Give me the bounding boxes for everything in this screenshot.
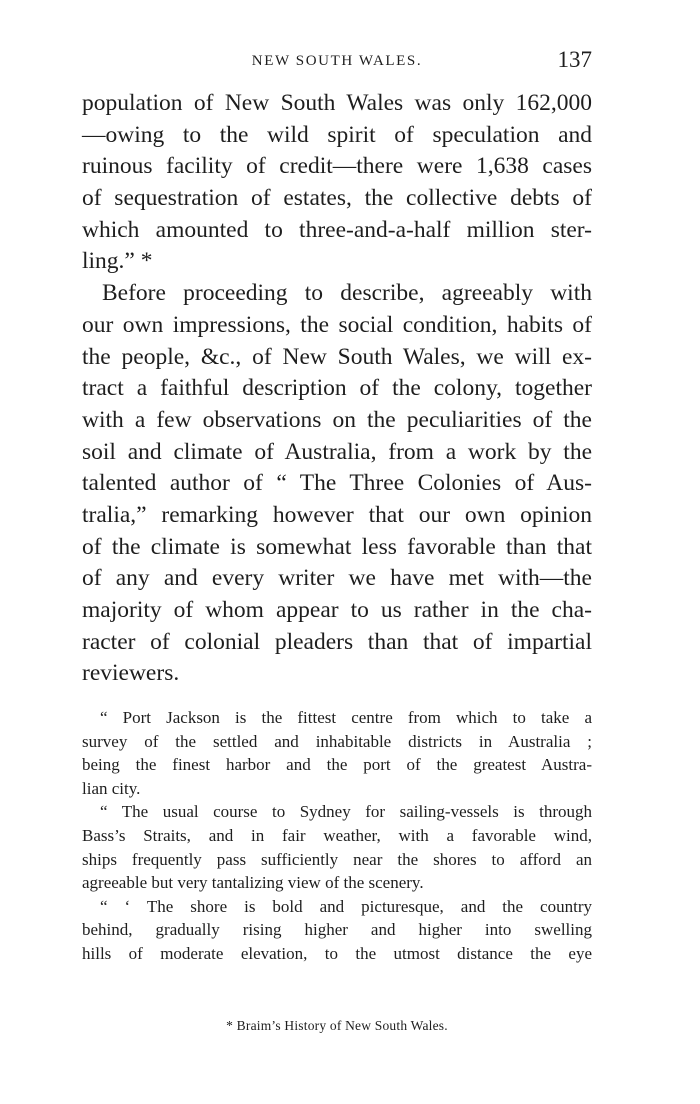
quote-line: agreeable but very tantalizing view of the scenery. (82, 873, 424, 893)
text-line: tralia,” remarking however that our own opinion (82, 501, 592, 528)
running-head (82, 47, 592, 77)
text-line: reviewers. (82, 660, 180, 687)
footnote: * Braim’s History of New South Wales. (226, 1018, 448, 1033)
quote-line: Bass’s Straits, and in fair weather, with a favorable wind, (82, 825, 592, 845)
text-line: of sequestration of estates, the collective debts of (82, 185, 592, 212)
text-line: Before proceeding to describe, agreeably with (102, 280, 592, 307)
quote-line: survey of the settled and inhabitable districts in Australia ; (82, 731, 592, 751)
text-line: tract a faithful description of the colony, together (82, 375, 592, 402)
quote-line: “ Port Jackson is the fittest centre from which to take a (100, 708, 592, 727)
running-title: NEW SOUTH WALES. (251, 53, 423, 69)
text-line: soil and climate of Australia, from a work by the (82, 438, 592, 465)
text-line: population of New South Wales was only 162,000 (82, 90, 592, 116)
text-line: ling.” * (82, 248, 153, 275)
text-line: —owing to the wild spirit of speculation and (82, 121, 592, 148)
main-text (82, 88, 592, 690)
quote-line: “ ‘ The shore is bold and picturesque, and the country (100, 896, 592, 916)
quote-line: hills of moderate elevation, to the utmost distance the eye (82, 943, 592, 963)
text-line: the people, &c., of New South Wales, we will ex- (82, 343, 592, 370)
quoted-extract (82, 706, 592, 966)
text-line: racter of colonial pleaders than that of impartial (82, 628, 592, 655)
quote-line: behind, gradually rising higher and higher into swelling (82, 920, 592, 940)
quote-line: “ The usual course to Sydney for sailing-vessels is through (100, 802, 592, 822)
text-line: of the climate is somewhat less favorable than that (82, 533, 592, 560)
text-line: majority of whom appear to us rather in the cha- (82, 597, 592, 623)
text-line: ruinous facility of credit—there were 1,638 cases (82, 153, 592, 180)
quote-line: being the finest harbor and the port of the greatest Austra- (82, 755, 592, 775)
quote-line: ships frequently pass sufficiently near the shores to afford an (82, 849, 592, 869)
text-line: our own impressions, the social condition, habits of (82, 311, 592, 338)
quote-line: lian city. (82, 778, 141, 798)
text-line: talented author of “ The Three Colonies of Aus- (82, 470, 592, 497)
text-line: of any and every writer we have met with—the (82, 565, 592, 592)
text-line: which amounted to three-and-a-half million ster- (82, 216, 592, 243)
page-number: 137 (557, 47, 592, 72)
text-line: with a few observations on the peculiarities of the (82, 406, 592, 433)
